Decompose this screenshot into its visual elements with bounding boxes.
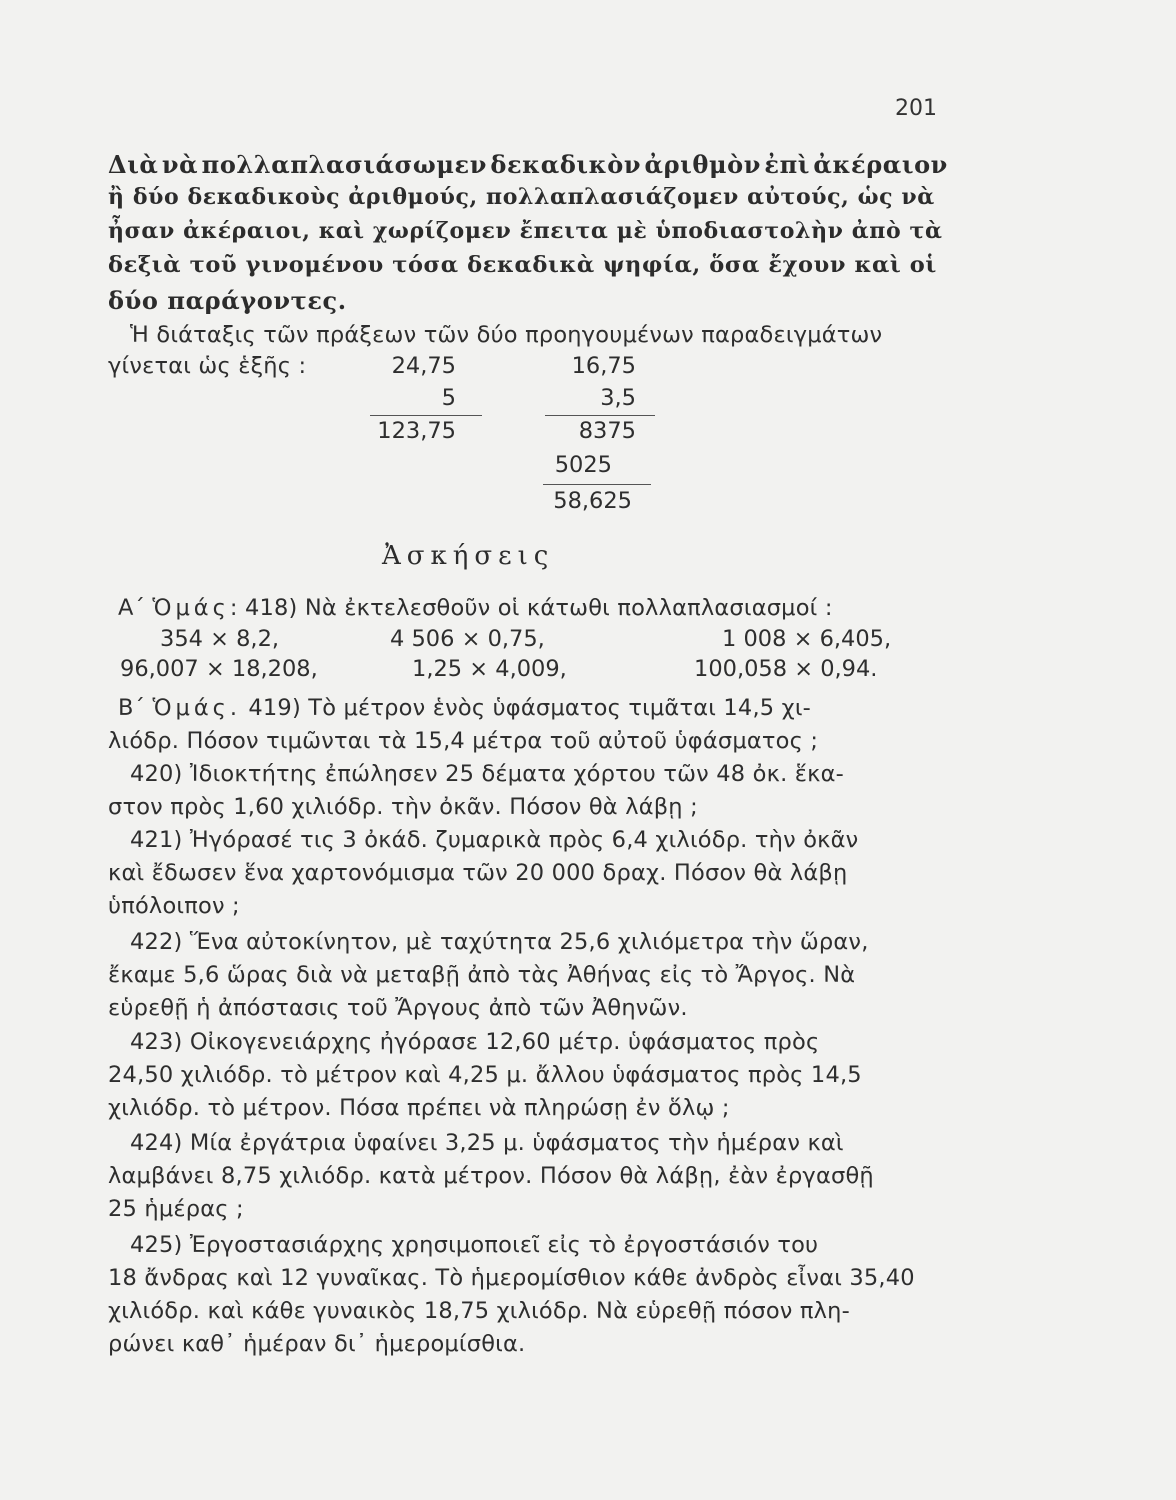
ex2-rule-2 (543, 484, 651, 485)
exercise-420-line-2: στον πρὸς 1,60 χιλιόδρ. τὴν ὀκᾶν. Πόσον θὰ λάβῃ ; (108, 794, 698, 820)
exercise-419-line-1: 419) Τὸ μέτρον ἑνὸς ὑφάσματος τιμᾶται 14,5 χι- (248, 695, 811, 721)
group-b-label: Β΄ (118, 695, 146, 721)
exercise-424-line-3: 25 ἡμέρας ; (108, 1196, 244, 1222)
exercise-422-line-3: εὑρεθῇ ἡ ἀπόστασις τοῦ Ἄργους ἀπὸ τῶν Ἀθηνῶν. (108, 995, 688, 1021)
exercise-425-line-3: χιλιόδρ. καὶ κάθε γυναικὸς 18,75 χιλιόδρ. Νὰ εὑρεθῇ πόσον πλη- (108, 1298, 850, 1324)
ex2-product: 58,625 (553, 488, 632, 514)
ex2-partial-2: 5025 (554, 452, 612, 478)
exercise-424-line-2: λαμβάνει 8,75 χιλιόδρ. κατὰ μέτρον. Πόσον θὰ λάβῃ, ἐὰν ἐργασθῇ (108, 1163, 874, 1189)
group-b-name: Ὁμάς. (152, 695, 242, 721)
group-b-first-line (118, 695, 948, 721)
group-a-intro (118, 595, 948, 621)
exercise-425-line-2: 18 ἄνδρας καὶ 12 γυναῖκας. Τὸ ἡμερομίσθιον κάθε ἀνδρὸς εἶναι 35,40 (108, 1265, 915, 1291)
exercise-422-line-2: ἔκαμε 5,6 ὥρας διὰ νὰ μεταβῇ ἀπὸ τὰς Ἀθήνας εἰς τὸ Ἄργος. Νὰ (108, 962, 856, 988)
ex2-rule-1 (545, 415, 655, 416)
ex1-multiplier: 5 (441, 385, 456, 411)
exercise-419-line-2: λιόδρ. Πόσον τιμῶνται τὰ 15,4 μέτρα τοῦ αὐτοῦ ὑφάσματος ; (108, 728, 819, 754)
exercise-418-item: 4 506 × 0,75, (390, 626, 545, 652)
group-a-intro-text: : 418) Νὰ ἐκτελεσθοῦν οἱ κάτωθι πολλαπλασιασμοί : (229, 595, 833, 621)
ex2-partial-1: 8375 (578, 418, 636, 444)
exercise-423-line-1: 423) Οἰκογενειάρχης ἠγόρασε 12,60 μέτρ. ὑφάσματος πρὸς (130, 1029, 820, 1055)
arrangement-line-1: Ἡ διάταξις τῶν πράξεων τῶν δύο προηγουμένων παραδειγμάτων (130, 322, 883, 348)
rule-line-1: Διὰ νὰ πολλαπλασιάσωμεν δεκαδικὸν ἀριθμὸν ἐπὶ ἀκέραιον (108, 150, 948, 179)
exercise-421-line-1: 421) Ἠγόρασέ τις 3 ὀκάδ. ζυμαρικὰ πρὸς 6,4 χιλιόδρ. τὴν ὀκᾶν (130, 827, 859, 853)
group-a-name: Ὁμάς (152, 595, 230, 621)
rule-line-5: δύο παράγοντες. (108, 286, 347, 315)
exercise-418-item: 1,25 × 4,009, (412, 656, 567, 682)
exercise-421-line-3: ὑπόλοιπον ; (108, 893, 240, 919)
exercise-418-item: 96,007 × 18,208, (120, 656, 318, 682)
exercise-418-item: 354 × 8,2, (160, 626, 280, 652)
exercise-418-item: 100,058 × 0,94. (694, 656, 878, 682)
ex2-multiplier: 3,5 (600, 385, 636, 411)
exercise-424-line-1: 424) Μία ἐργάτρια ὑφαίνει 3,25 μ. ὑφάσματος τὴν ἡμέραν καὶ (130, 1130, 844, 1156)
exercise-418-item: 1 008 × 6,405, (722, 626, 892, 652)
group-a-label: Α΄ (118, 595, 146, 621)
exercise-420-line-1: 420) Ἰδιοκτήτης ἐπώλησεν 25 δέματα χόρτου τῶν 48 ὀκ. ἕκα- (130, 761, 844, 787)
ex2-multiplicand: 16,75 (571, 353, 636, 379)
exercises-heading: Ἀσκήσεις (382, 541, 555, 571)
exercise-423-line-3: χιλιόδρ. τὸ μέτρον. Πόσα πρέπει νὰ πληρώσῃ ἐν ὅλῳ ; (108, 1095, 730, 1121)
arrangement-line-2: γίνεται ὡς ἑξῆς : (108, 353, 307, 379)
exercise-421-line-2: καὶ ἔδωσεν ἕνα χαρτονόμισμα τῶν 20 000 δραχ. Πόσον θὰ λάβῃ (108, 860, 848, 886)
ex1-multiplicand: 24,75 (391, 353, 456, 379)
ex1-rule (370, 415, 482, 416)
ex1-product: 123,75 (377, 418, 456, 444)
exercise-425-line-1: 425) Ἐργοστασιάρχης χρησιμοποιεῖ εἰς τὸ ἐργοστάσιόν του (130, 1232, 819, 1258)
rule-line-3: ἦσαν ἀκέραιοι, καὶ χωρίζομεν ἔπειτα μὲ ὑποδιαστολὴν ἀπὸ τὰ (108, 218, 943, 244)
rule-line-2: ἢ δύο δεκαδικοὺς ἀριθμούς, πολλαπλασιάζομεν αὐτούς, ὡς νὰ (108, 184, 935, 210)
page-number: 201 (895, 96, 937, 121)
rule-line-4: δεξιὰ τοῦ γινομένου τόσα δεκαδικὰ ψηφία, ὅσα ἔχουν καὶ οἱ (108, 252, 937, 278)
exercise-423-line-2: 24,50 χιλιόδρ. τὸ μέτρον καὶ 4,25 μ. ἄλλου ὑφάσματος πρὸς 14,5 (108, 1062, 862, 1088)
exercise-422-line-1: 422) Ἕνα αὐτοκίνητον, μὲ ταχύτητα 25,6 χιλιόμετρα τὴν ὥραν, (130, 929, 869, 955)
exercise-425-line-4: ρώνει καθ᾽ ἡμέραν δι᾽ ἡμερομίσθια. (108, 1331, 526, 1357)
